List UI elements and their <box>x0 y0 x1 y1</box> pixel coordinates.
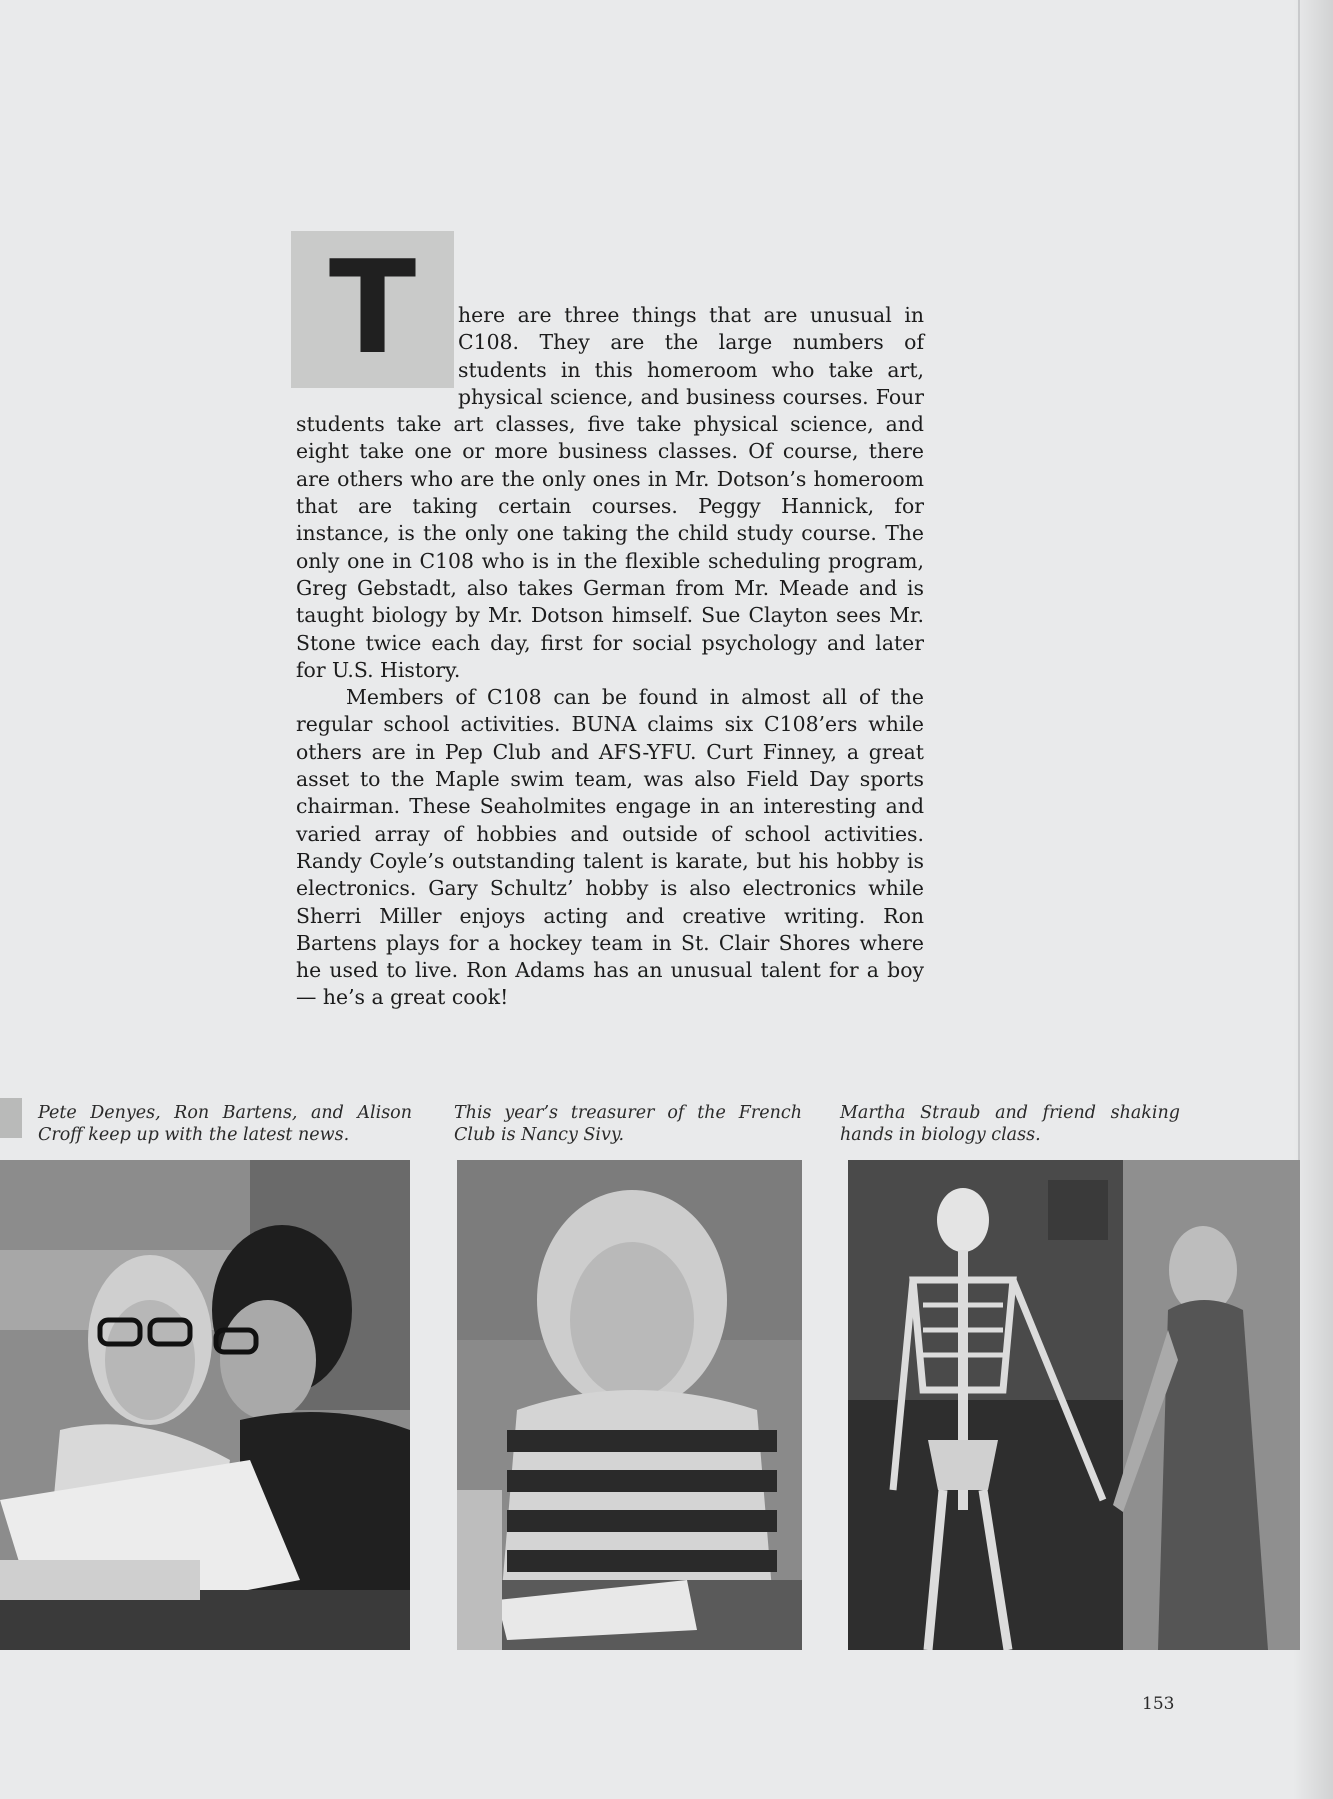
photo-nancy-sivy <box>457 1160 802 1650</box>
page-number: 153 <box>1142 1694 1175 1714</box>
caption-photo-2: This year’s treasurer of the French Club is Nancy Sivy. <box>454 1103 802 1145</box>
photo-skeleton-biology-class <box>848 1160 1300 1650</box>
article-paragraph-1-text: here are three things that are unusual in C108. They are the large numbers of students in this homeroom who take art, physical science, and business courses. Four students take art classes, five take physical science, and eight take one or more business classes. Of course, there are others who are the only ones in Mr. Dotson’s homeroom that are taking certain courses. Peggy Hannick, for instance, is the only one taking the child study course. The only one in C108 who is in the flexible scheduling program, Greg Gebstadt, also takes German from Mr. Meade and is taught biology by Mr. Dotson himself. Sue Clayton sees Mr. Stone twice each day, first for social psychology and later for U.S. History. <box>296 303 924 682</box>
drop-cap-spacer <box>296 302 458 384</box>
caption-photo-1: Pete Denyes, Ron Bartens, and Alison Croff keep up with the latest news. <box>38 1103 412 1145</box>
article-paragraph-2: Members of C108 can be found in almost all of the regular school activities. BUNA claims six C108’ers while others are in Pep Club and AFS-YFU. Curt Finney, a great asset to the Maple swim team, was also Field Day sports chairman. These Seaholmites engage in an interesting and varied array of hobbies and outside of school activities. Randy Coyle’s outstanding talent is karate, but his hobby is electronics. Gary Schultz’ hobby is also electronics while Sherri Miller enjoys acting and creative writing. Ron Bartens plays for a hockey team in St. Clair Shores where he used to live. Ron Adams has an unusual talent for a boy — he’s a great cook! <box>296 685 924 1010</box>
edge-tab <box>0 1098 22 1138</box>
photo-students-reading <box>0 1160 410 1650</box>
drop-cap: T <box>328 234 417 383</box>
caption-photo-3: Martha Straub and friend shaking hands in biology class. <box>840 1103 1180 1145</box>
article-body <box>296 302 924 1012</box>
article-paragraph-1 <box>296 302 924 684</box>
